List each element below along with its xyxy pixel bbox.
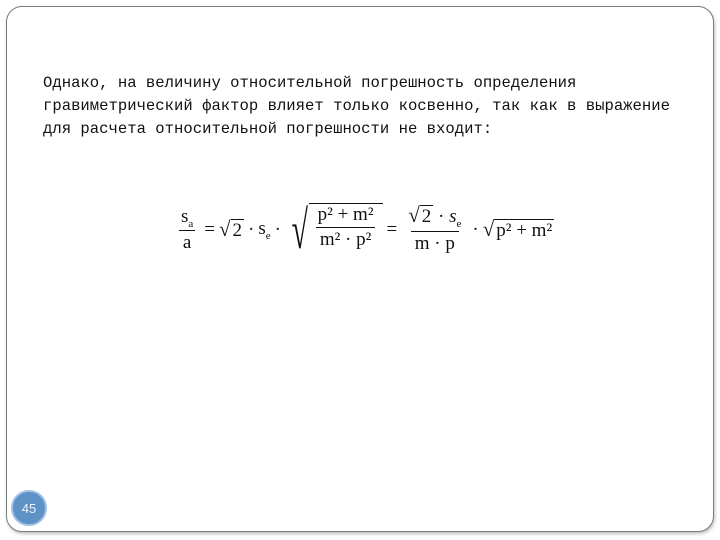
rhs-s-sub: e: [456, 217, 462, 230]
paragraph-line: для расчета относительной погрешности не входит:: [43, 120, 493, 138]
paragraph-line: Однако, на величину относительной погрешность определения: [43, 74, 577, 92]
dot-operator: ·: [438, 206, 445, 228]
dot-operator: ·: [472, 219, 479, 240]
tail-value: p² + m²: [496, 219, 553, 241]
slide-paragraph: [43, 72, 683, 141]
lhs-denominator: a: [179, 230, 195, 254]
rhs-denominator: m · p: [411, 231, 459, 255]
dot-operator: ·: [248, 219, 255, 240]
s-term: [258, 218, 270, 242]
relative-error-formula: [174, 200, 554, 260]
lhs-numerator-sub: a: [188, 217, 194, 230]
inner-numerator: p² + m²: [317, 204, 374, 225]
sqrt-two-value: 2: [232, 219, 243, 241]
s-sub: e: [265, 229, 271, 242]
rhs-s-symbol: s: [449, 206, 457, 228]
inner-denominator: m² · p²: [316, 227, 376, 251]
equals-sign: =: [386, 219, 398, 240]
sqrt-fraction: √ $\frac{\text{p² + m²}}{\text{m² · p²}}$: [285, 203, 383, 257]
sqrt-two: √ 2: [219, 216, 243, 241]
paragraph-line: гравиметрический фактор влияет только косвенно, так как в выражение: [43, 97, 670, 115]
equals-sign: =: [204, 219, 216, 240]
page-number-badge: 45: [11, 490, 47, 526]
dot-operator: ·: [274, 219, 281, 240]
sqrt-tail: √ p² + m²: [482, 216, 553, 241]
s-symbol: s: [258, 218, 266, 240]
lhs-fraction: [177, 206, 197, 255]
rhs-sqrt-two: 2: [421, 206, 432, 228]
lhs-numerator: s: [181, 205, 189, 227]
rhs-fraction: √ 2 · $s_e$ m · p: [408, 203, 462, 254]
